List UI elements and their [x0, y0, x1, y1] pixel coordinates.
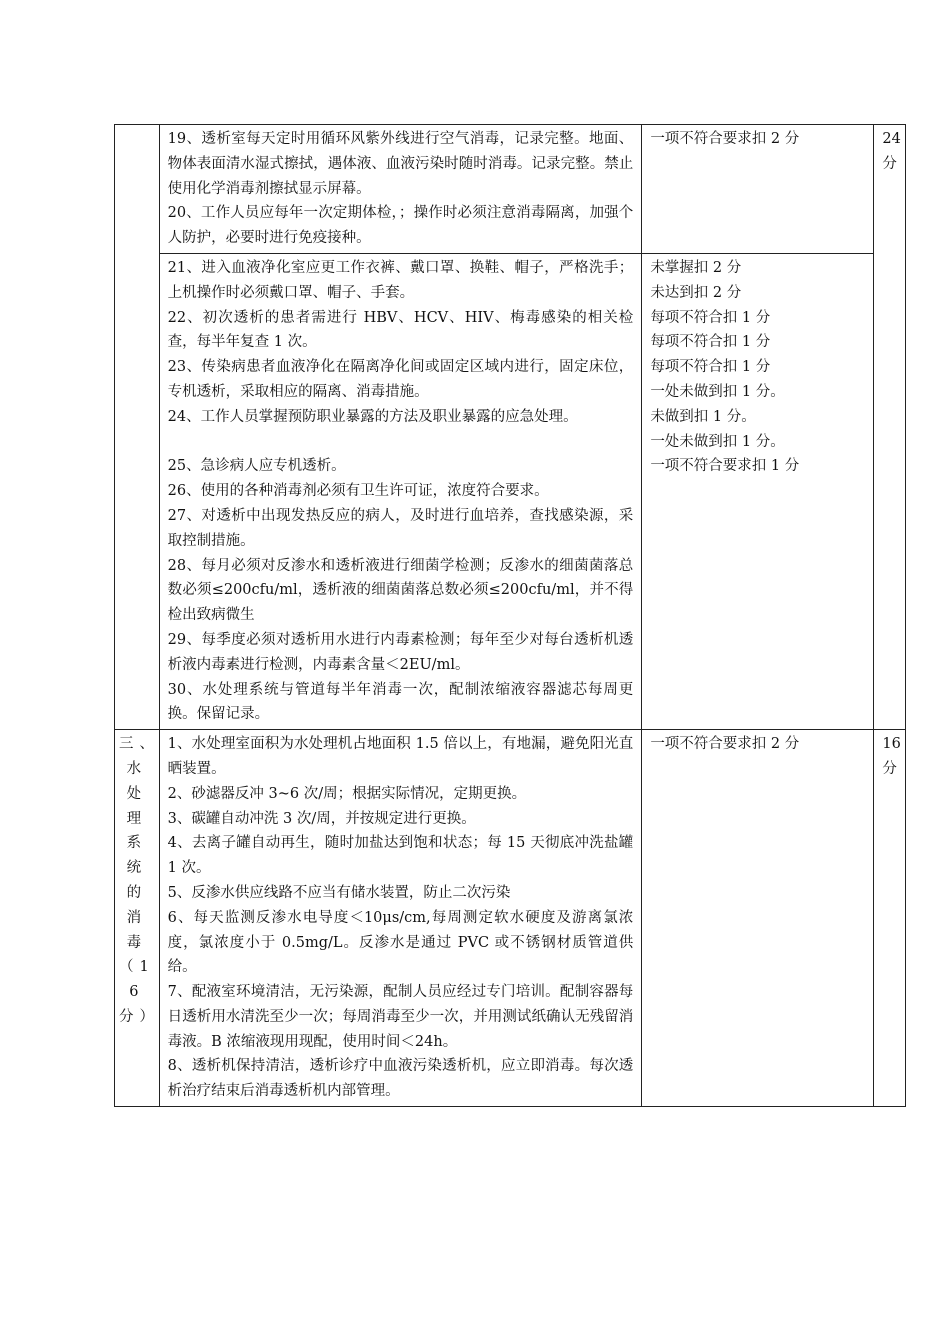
item-text: 24、工作人员掌握预防职业暴露的方法及职业暴露的应急处理。 — [167, 408, 578, 425]
blank-line — [168, 430, 634, 455]
item-text: 21、进入血液净化室应更工作衣裤、戴口罩、换鞋、帽子，严格洗手；上机操作时必须戴口罩、帽子、手套。 — [167, 259, 634, 301]
score-unit: 分 — [882, 155, 897, 172]
items-cell — [159, 125, 642, 254]
item-text: 4、去离子罐自动再生，随时加盐达到饱和状态；每 15 天彻底冲洗盐罐 1 次。 — [167, 835, 634, 877]
category-cell: 三、水处理系统的消毒（16分） — [115, 730, 160, 1107]
score-value: 24 — [882, 131, 901, 147]
deduction-text: 一项不符合要求扣 2 分 — [650, 736, 800, 753]
deduction-text: 一项不符合要求扣 1 分 — [650, 458, 800, 475]
item-text: 19、透析室每天定时用循环风紫外线进行空气消毒，记录完整。地面、物体表面清水湿式擦拭，遇体液、血液污染时随时消毒。记录完整。禁止使用化学消毒剂擦拭显示屏幕。 — [167, 131, 634, 197]
item-text: 7、配液室环境清洁，无污染源，配制人员应经过专门培训。配制容器每日透析用水清洗至少一次；每周消毒至少一次，并用测试纸确认无残留消毒液。B 浓缩液现用现配，使用时间＜24h。 — [167, 984, 634, 1050]
score-cell — [874, 730, 906, 1107]
items-cell — [159, 253, 642, 729]
standards-table — [114, 124, 906, 1107]
deduction-cell — [642, 730, 874, 1107]
item-text: 1、水处理室面积为水处理机占地面积 1.5 倍以上，有地漏，避免阳光直晒装置。 — [167, 736, 634, 777]
deduction-text: 每项不符合扣 1 分 — [650, 309, 771, 326]
table-row — [115, 253, 906, 729]
deduction-text: 未掌握扣 2 分 — [650, 259, 742, 276]
deduction-text: 未做到扣 1 分。 — [650, 408, 756, 425]
item-text: 6、每天监测反渗水电导度＜10μs/cm,每周测定软水硬度及游离氯浓度，氯浓度小于 0.5mg/L。反渗水是通过 PVC 或不锈钢材质管道供给。 — [167, 909, 634, 976]
deduction-cell — [642, 125, 874, 254]
item-text: 23、传染病患者血液净化在隔离净化间或固定区域内进行，固定床位，专机透析，采取相应的隔离、消毒措施。 — [167, 359, 634, 400]
item-text: 3、碳罐自动冲洗 3 次/周，并按规定进行更换。 — [167, 810, 476, 827]
item-text: 22、初次透析的患者需进行 HBV、HCV、HIV、梅毒感染的相关检查，每半年复查 1 次。 — [167, 309, 634, 351]
deduction-text: 一处未做到扣 1 分。 — [650, 433, 785, 450]
deduction-text: 一项不符合要求扣 2 分 — [650, 131, 800, 147]
category-cell — [115, 125, 160, 730]
item-text: 25、急诊病人应专机透析。 — [167, 458, 346, 475]
score-value: 16 — [882, 736, 901, 753]
deduction-text: 每项不符合扣 1 分 — [650, 334, 771, 351]
item-text: 8、透析机保持清洁，透析诊疗中血液污染透析机，应立即消毒。每次透析治疗结束后消毒透析机内部管理。 — [167, 1058, 634, 1100]
table-row — [115, 125, 906, 254]
table-row — [115, 730, 906, 1107]
item-text: 29、每季度必须对透析用水进行内毒素检测；每年至少对每台透析机透析液内毒素进行检测，内毒素含量＜2EU/ml。 — [167, 631, 634, 673]
deduction-text: 一处未做到扣 1 分。 — [650, 383, 785, 400]
deduction-text: 未达到扣 2 分 — [650, 284, 742, 301]
deduction-cell — [642, 253, 874, 729]
item-text: 2、砂滤器反冲 3~6 次/周；根据实际情况，定期更换。 — [167, 785, 527, 802]
item-text: 26、使用的各种消毒剂必须有卫生许可证，浓度符合要求。 — [167, 483, 549, 500]
item-text: 5、反渗水供应线路不应当有储水装置，防止二次污染 — [167, 884, 511, 901]
item-text: 30、水处理系统与管道每半年消毒一次，配制浓缩液容器滤芯每周更换。保留记录。 — [167, 681, 634, 723]
item-text: 27、对透析中出现发热反应的病人，及时进行血培养，查找感染源，采取控制措施。 — [167, 507, 634, 549]
score-unit: 分 — [882, 760, 897, 777]
deduction-text: 每项不符合扣 1 分 — [650, 359, 771, 376]
items-cell — [159, 730, 642, 1107]
item-text: 20、工作人员应每年一次定期体检，；操作时必须注意消毒隔离，加强个人防护，必要时进行免疫接种。 — [167, 205, 634, 247]
score-cell — [874, 125, 906, 730]
item-text: 28、每月必须对反渗水和透析液进行细菌学检测；反渗水的细菌菌落总数必须≤200cfu/ml，透析液的细菌菌落总数必须≤200cfu/ml，并不得检出致病微生 — [167, 557, 634, 624]
